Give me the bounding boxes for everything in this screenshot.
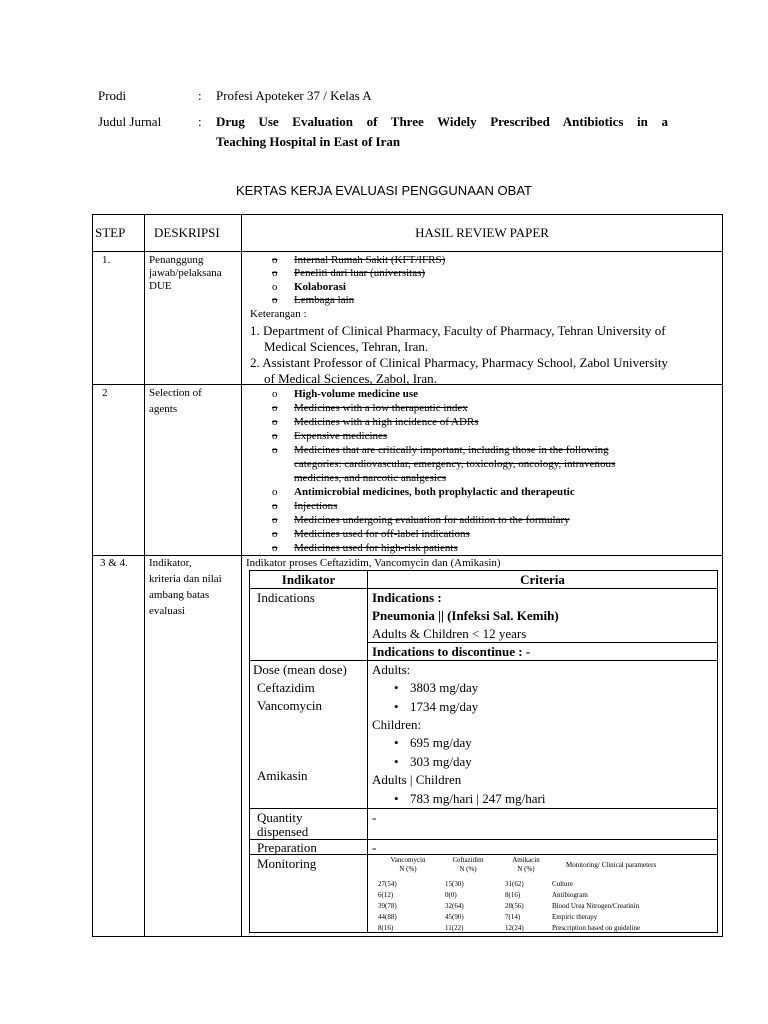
option-off-label: Medicines used for off-label indications	[294, 528, 470, 540]
inner-border-bottom	[249, 932, 718, 933]
child-dose-ceftazidim: 695 mg/day	[410, 735, 472, 750]
note-2: 2. Assistant Professor of Clinical Pharmacy, Pharmacy School, Zabol University	[250, 355, 668, 370]
indikator-intro: Indikator proses Ceftazidim, Vancomycin dan (Amikasin)	[246, 557, 501, 569]
monitoring-col-ceftazidim	[442, 856, 494, 874]
option-bullet: o	[272, 267, 278, 279]
header-step: STEP	[95, 225, 126, 240]
table-cell: 6(12)	[378, 891, 394, 899]
inner-border-top	[249, 570, 718, 571]
judul-line-1: Drug Use Evaluation of Three Widely Prescribed Antibiotics in a	[216, 114, 668, 129]
inner-border-right	[717, 570, 718, 933]
table-cell: 45(90)	[445, 913, 464, 921]
note-1-cont: Medical Sciences, Tehran, Iran.	[264, 339, 429, 354]
option-bullet: o	[272, 281, 278, 293]
option-peneliti-luar: Peneliti dari luar (universitas)	[294, 267, 426, 279]
row1-desc-1: Penanggung	[149, 254, 204, 266]
table-cell: Antibiogram	[552, 891, 588, 899]
option-bullet: o	[272, 294, 278, 306]
inner-header-divider	[249, 588, 718, 589]
option-kolaborasi: Kolaborasi	[294, 281, 346, 293]
bullet-icon: •	[394, 791, 399, 806]
option-bullet: o	[272, 542, 278, 554]
inner-divider	[249, 808, 718, 809]
row1-desc-3: DUE	[149, 280, 172, 292]
column-divider	[144, 214, 145, 937]
preparation-value: -	[372, 840, 377, 855]
table-cell: Culture	[552, 880, 573, 888]
table-cell: 11(22)	[445, 924, 464, 932]
option-lembaga-lain: Lembaga lain	[294, 294, 355, 306]
table-cell: 44(88)	[378, 913, 397, 921]
table-border-left	[92, 214, 93, 937]
table-cell: 8(16)	[505, 891, 521, 899]
table-cell: 0(0)	[445, 891, 457, 899]
option-critically-important-cont: categories: cardiovascular, emergency, toxicology, oncology, intravenous	[294, 458, 616, 470]
option-bullet: o	[272, 514, 278, 526]
indications-label: Indications	[257, 590, 315, 605]
bullet-icon: •	[394, 735, 399, 750]
preparation-label: Preparation	[257, 840, 317, 855]
row3-desc-1: Indikator,	[149, 557, 192, 569]
drug-vancomycin: Vancomycin	[257, 698, 322, 713]
bullet-icon: •	[394, 754, 399, 769]
inner-header-indikator: Indikator	[281, 572, 336, 587]
option-antimicrobial: Antimicrobial medicines, both prophylactic and therapeutic	[294, 486, 575, 498]
table-cell: Prescription based on guideline	[552, 924, 641, 932]
table-cell: 27(54)	[378, 880, 397, 888]
option-bullet: o	[272, 430, 278, 442]
adult-dose-vancomycin: 1734 mg/day	[410, 699, 479, 714]
col-header-unit: N (%)	[399, 865, 417, 873]
option-internal-rs: Internal Rumah Sakit (KFT/IFRS)	[294, 254, 446, 266]
option-bullet: o	[272, 500, 278, 512]
keterangan-label: Keterangan :	[250, 308, 307, 320]
indications-title: Indications :	[372, 590, 442, 605]
quantity-label-2: dispensed	[257, 824, 309, 839]
dose-label: Dose (mean dose)	[253, 662, 347, 677]
table-cell: 12(24)	[505, 924, 524, 932]
table-cell: 31(62)	[505, 880, 524, 888]
option-low-therapeutic-index: Medicines with a low therapeutic index	[294, 402, 468, 414]
drug-amikasin: Amikasin	[257, 768, 308, 783]
option-high-volume: High-volume medicine use	[294, 388, 419, 400]
col-header-unit: N (%)	[517, 865, 535, 873]
inner-header-criteria: Criteria	[520, 572, 565, 587]
option-bullet: o	[272, 402, 278, 414]
quantity-value: -	[372, 810, 377, 825]
row3-step: 3 & 4.	[100, 557, 128, 569]
bullet-icon: •	[394, 699, 399, 714]
indications-line-2: Adults & Children < 12 years	[372, 626, 527, 641]
table-cell: 39(78)	[378, 902, 397, 910]
col-header-name: Ceftazidim	[452, 856, 484, 864]
row1-step: 1.	[102, 254, 111, 266]
indications-discontinue: Indications to discontinue : -	[372, 644, 531, 659]
adults-label: Adults:	[372, 662, 411, 677]
col-header-name: Vancomycin	[390, 856, 426, 864]
option-high-risk: Medicines used for high-risk patients	[294, 542, 458, 554]
table-cell: 32(64)	[445, 902, 464, 910]
col-header-name: Amikacin	[512, 856, 540, 864]
colon: :	[198, 114, 202, 129]
option-formulary: Medicines undergoing evaluation for addition to the formulary	[294, 514, 570, 526]
adults-children-label: Adults | Children	[372, 772, 462, 787]
col-header-unit: N (%)	[459, 865, 477, 873]
child-dose-vancomycin: 303 mg/day	[410, 754, 472, 769]
inner-column-divider	[367, 570, 368, 933]
table-border-bottom	[92, 936, 723, 937]
table-cell: Blood Urea Nitrogen/Creatinin	[552, 902, 640, 910]
bullet-icon: •	[394, 680, 399, 695]
option-bullet: o	[272, 254, 278, 266]
table-cell: 8(16)	[378, 924, 394, 932]
monitoring-col-parameters: Monitoring/ Clinical parameters	[566, 861, 657, 869]
option-bullet: o	[272, 486, 278, 498]
colon: :	[198, 88, 202, 103]
table-cell: Empiric therapy	[552, 913, 598, 921]
monitoring-col-vancomycin	[382, 856, 434, 874]
row2-step: 2	[102, 387, 108, 399]
table-cell: 15(30)	[445, 880, 464, 888]
row-divider	[92, 555, 723, 556]
option-bullet: o	[272, 416, 278, 428]
table-border-top	[92, 214, 723, 215]
row2-desc-1: Selection of	[149, 387, 202, 399]
option-critically-important: Medicines that are critically important, including those in the following	[294, 444, 609, 456]
amikasin-dose: 783 mg/hari | 247 mg/hari	[410, 791, 546, 806]
children-label: Children:	[372, 717, 422, 732]
table-border-right	[722, 214, 723, 937]
inner-divider	[367, 642, 718, 643]
option-high-adr: Medicines with a high incidence of ADRs	[294, 416, 479, 428]
row3-desc-4: evaluasi	[149, 605, 186, 617]
judul-line-2: Teaching Hospital in East of Iran	[216, 134, 401, 149]
row2-desc-2: agents	[149, 403, 178, 415]
option-expensive: Expensive medicines	[294, 430, 388, 442]
column-divider	[241, 214, 242, 937]
inner-divider	[249, 854, 718, 855]
monitoring-label: Monitoring	[257, 856, 317, 871]
row3-desc-3: ambang batas	[149, 589, 210, 601]
table-cell: 7(14)	[505, 913, 521, 921]
header-hasil-review: HASIL REVIEW PAPER	[415, 225, 549, 240]
prodi-label: Prodi	[98, 88, 127, 103]
table-header-divider	[92, 251, 723, 252]
option-injections: Injections	[294, 500, 338, 512]
option-bullet: o	[272, 388, 278, 400]
row1-desc-2: jawab/pelaksana	[149, 267, 222, 279]
row3-desc-2: kriteria dan nilai	[149, 573, 222, 585]
drug-ceftazidim: Ceftazidim	[257, 680, 315, 695]
quantity-label-1: Quantity	[257, 810, 303, 825]
header-deskripsi: DESKRIPSI	[154, 225, 220, 240]
prodi-value: Profesi Apoteker 37 / Kelas A	[216, 88, 372, 103]
judul-label: Judul Jurnal	[98, 114, 162, 129]
adult-dose-ceftazidim: 3803 mg/day	[410, 680, 479, 695]
indications-line-1: Pneumonia || (Infeksi Sal. Kemih)	[372, 608, 559, 623]
table-cell: 28(56)	[505, 902, 524, 910]
document-title: KERTAS KERJA EVALUASI PENGGUNAAN OBAT	[236, 183, 532, 198]
note-2-cont: of Medical Sciences, Zabol, Iran.	[264, 371, 437, 386]
monitoring-col-amikacin	[500, 856, 552, 874]
inner-divider	[249, 839, 718, 840]
option-bullet: o	[272, 444, 278, 456]
inner-divider	[249, 660, 718, 661]
note-1: 1. Department of Clinical Pharmacy, Faculty of Pharmacy, Tehran University of	[250, 323, 666, 338]
inner-border-left	[249, 570, 250, 933]
option-critically-important-cont: medicines, and narcotic analgesics	[294, 472, 447, 484]
option-bullet: o	[272, 528, 278, 540]
